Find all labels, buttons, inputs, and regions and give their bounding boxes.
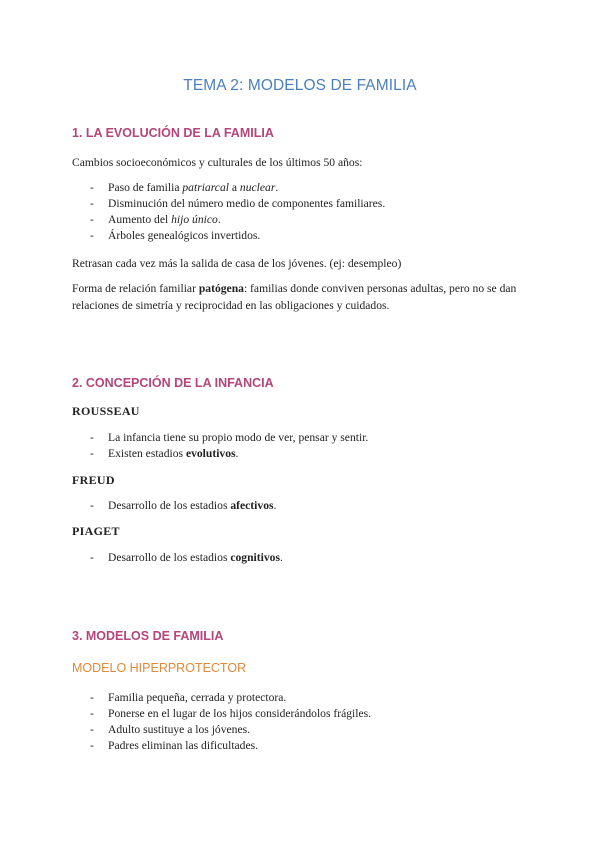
section-2-heading: 2. CONCEPCIÓN DE LA INFANCIA xyxy=(72,376,274,390)
rousseau-heading: ROUSSEAU xyxy=(72,404,140,418)
list-item: - Existen estadios evolutivos. xyxy=(90,447,239,460)
list-item: - Disminución del número medio de componentes familiares. xyxy=(90,197,386,210)
list-item: - Adulto sustituye a los jóvenes. xyxy=(90,723,251,736)
list-item: - Desarrollo de los estadios cognitivos. xyxy=(90,551,283,564)
list-item: - Familia pequeña, cerrada y protectora. xyxy=(90,691,287,704)
list-item: - Padres eliminan las dificultades. xyxy=(90,739,259,752)
section-3-heading: 3. MODELOS DE FAMILIA xyxy=(72,629,224,643)
list-item: - Aumento del hijo único. xyxy=(90,213,221,226)
section-3-list xyxy=(90,690,371,754)
rousseau-list xyxy=(90,430,368,462)
section-1-paragraph-2: Retrasan cada vez más la salida de casa de los jóvenes. (ej: desempleo) xyxy=(72,257,402,270)
section-1-list xyxy=(90,180,385,244)
freud-heading: FREUD xyxy=(72,473,115,487)
list-item: - La infancia tiene su propio modo de ver, pensar y sentir. xyxy=(90,431,369,444)
section-1-heading: 1. LA EVOLUCIÓN DE LA FAMILIA xyxy=(72,126,274,140)
list-item: - Desarrollo de los estadios afectivos. xyxy=(90,499,277,512)
section-1-intro: Cambios socioeconómicos y culturales de los últimos 50 años: xyxy=(72,156,363,169)
list-item: - Paso de familia patriarcal a nuclear. xyxy=(90,181,279,194)
piaget-heading: PIAGET xyxy=(72,524,120,538)
section-3-subheading: MODELO HIPERPROTECTOR xyxy=(72,661,247,675)
page-title: TEMA 2: MODELOS DE FAMILIA xyxy=(183,77,417,94)
freud-list xyxy=(90,498,276,514)
section-1-paragraph-3: Forma de relación familiar patógena: familias donde conviven personas adultas, pero no se dan relaciones de simetría y reciprocidad en las obligaciones y cuidados. xyxy=(72,282,517,312)
list-item: - Ponerse en el lugar de los hijos considerándolos frágiles. xyxy=(90,707,372,720)
list-item: - Árboles genealógicos invertidos. xyxy=(90,229,261,242)
piaget-list xyxy=(90,550,283,566)
